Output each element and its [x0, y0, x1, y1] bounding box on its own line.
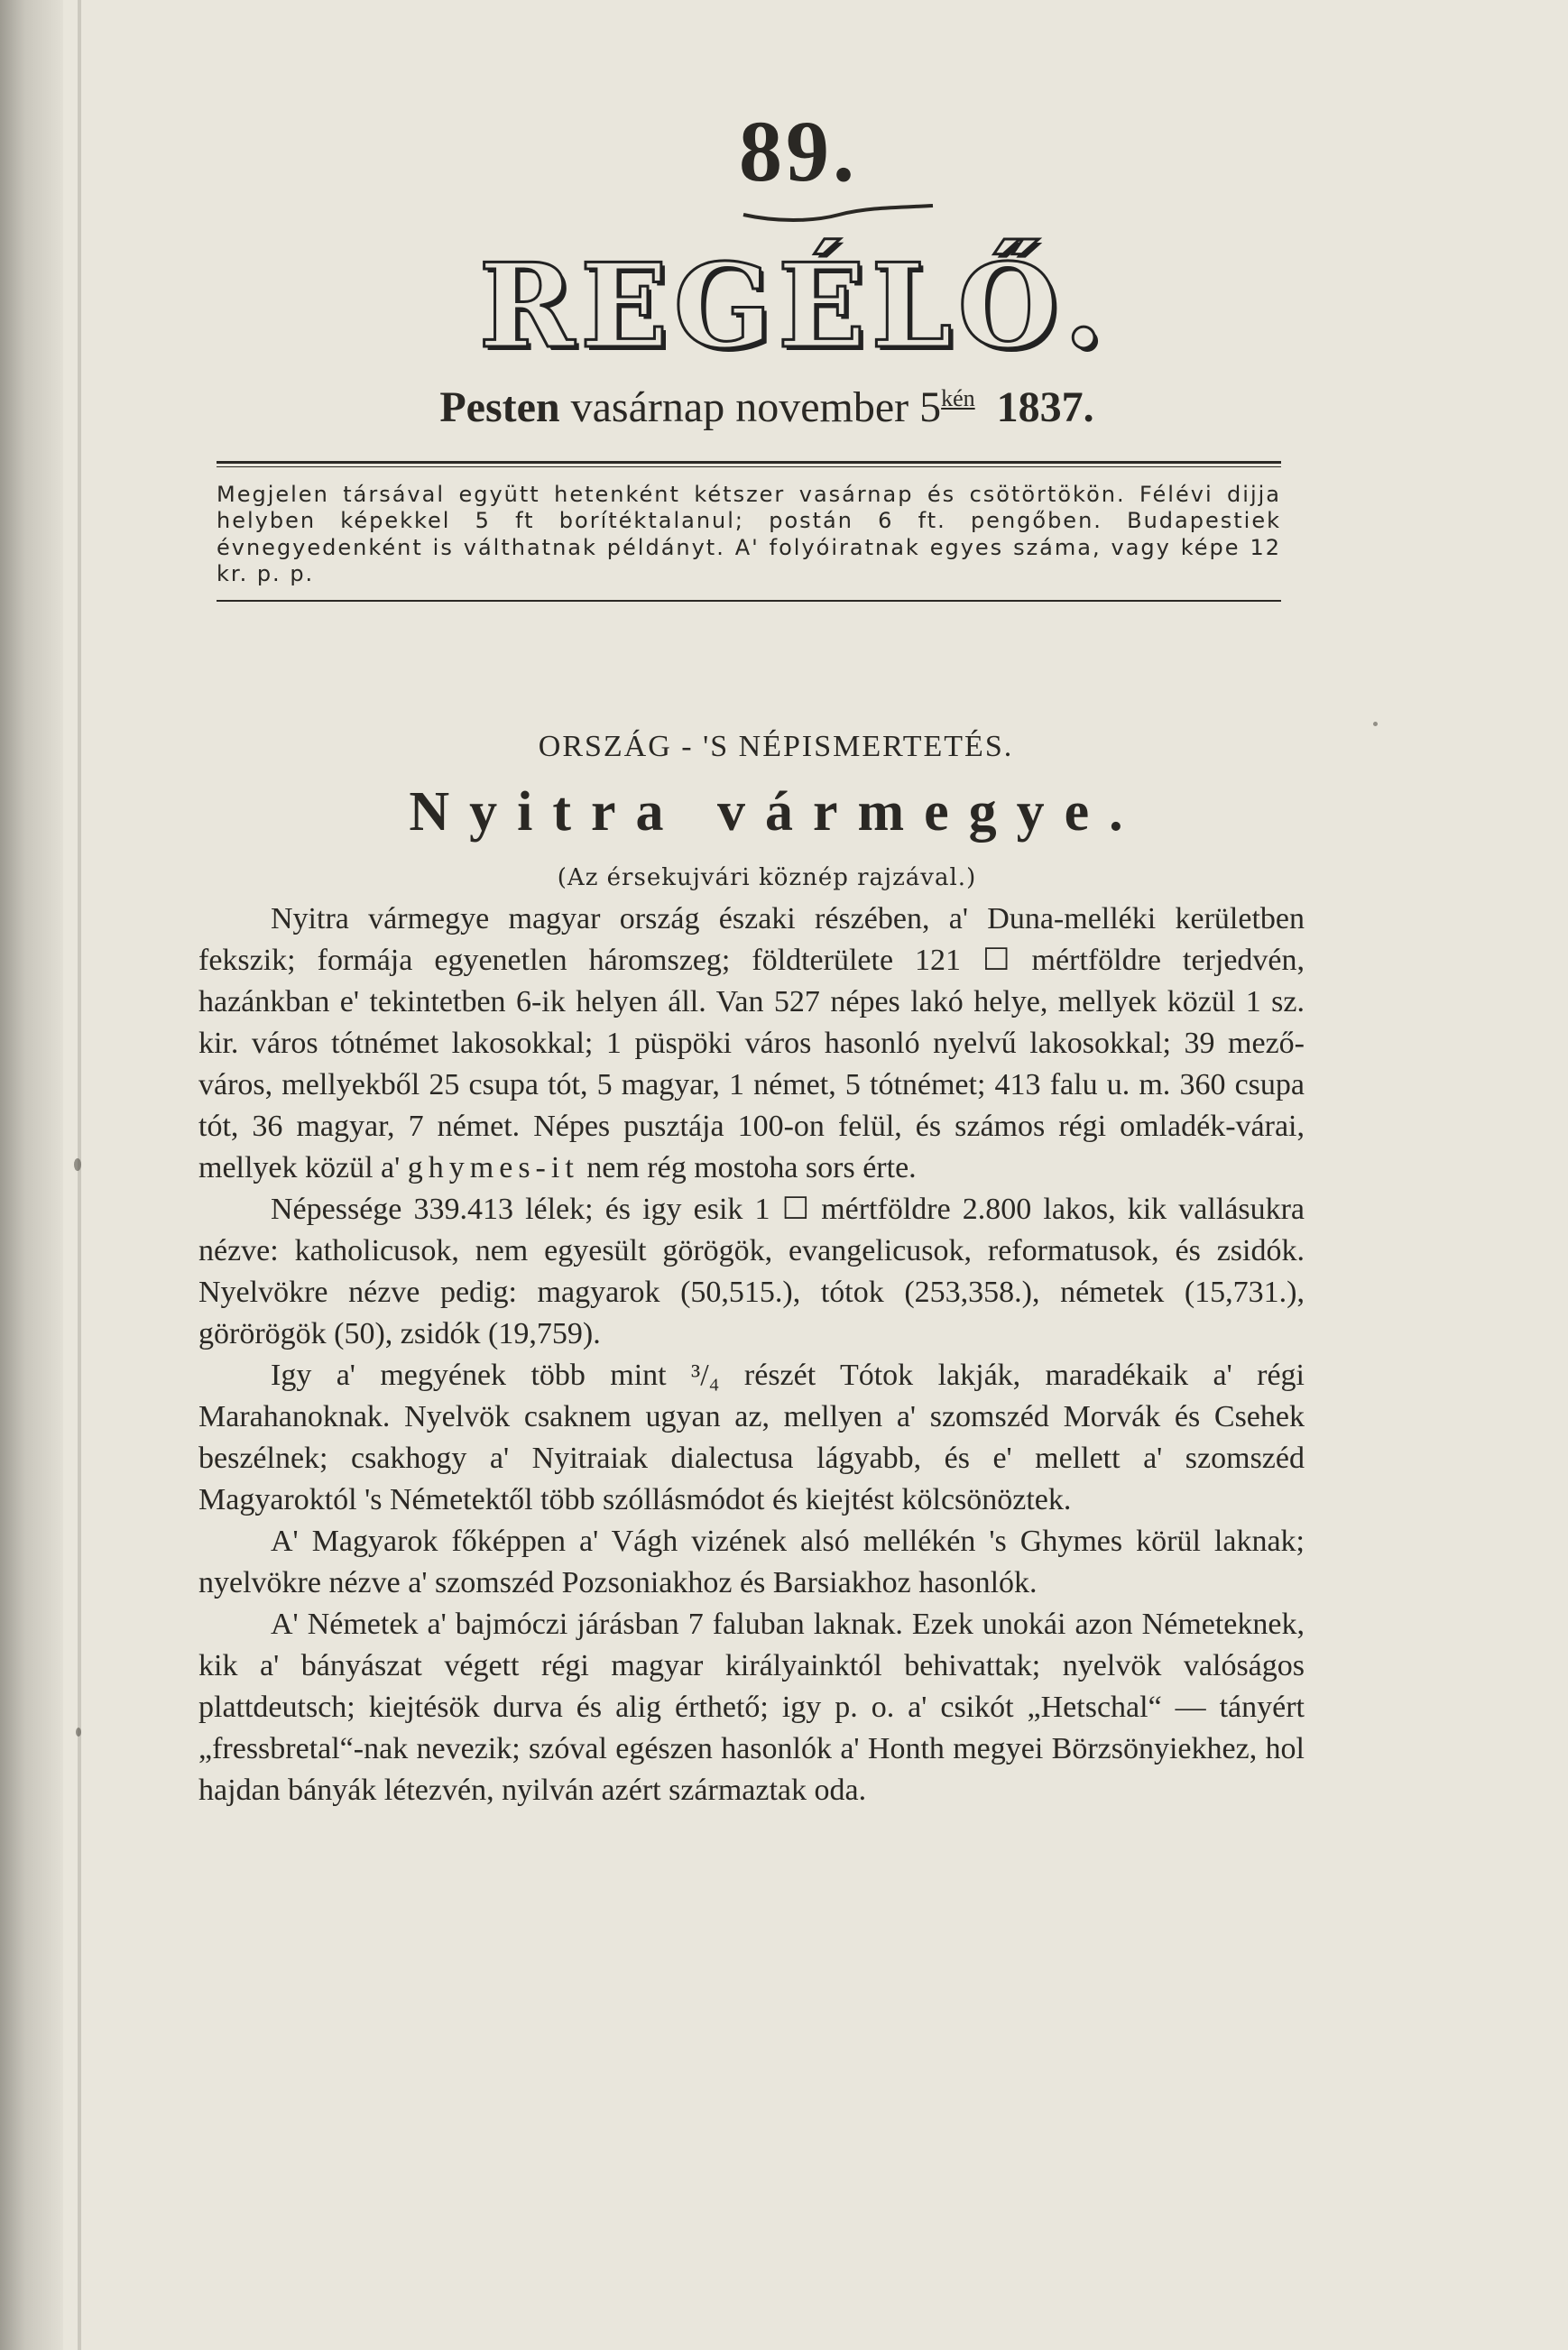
- paragraph-1: [198, 899, 1305, 1189]
- dateline-date: vasárnap november 5: [570, 383, 942, 431]
- paragraph-2: Népessége 339.413 lélek; és igy esik 1 ☐ mértföldre 2.800 lakos, kik vallásukra nézve: katholicusok, nem egyesült görögök, evangelicusok, reformatusok, és zsidók. Nyelvökre nézve pedig: magyarok (50,515.), tótok (253,358.), németek (15,731.), görörögök (50), zsidók (19,759).: [198, 1193, 1305, 1351]
- newspaper-page: [180, 103, 1317, 1811]
- place-name-emphasis: ghymes-it: [407, 1151, 579, 1185]
- paragraph-1-end: nem rég mostoha sors érte.: [586, 1151, 917, 1185]
- swash-ornament-icon: [740, 202, 938, 224]
- subscription-notice: Megjelen társával együtt hetenként kétszer vasárnap és csötörtökön. Félévi dijja helyben képekkel 5 ft borítéktalanul; postán 6 ft. pengőben. Budapestiek évnegyedenként is válthatnak példányt. A' folyóiratnak egyes száma, vagy képe 12 kr. p. p.: [217, 482, 1281, 586]
- print-speck: [1373, 722, 1378, 726]
- article-subtitle: (Az érsekujvári köznép rajzával.): [557, 864, 977, 892]
- article-body: [198, 899, 1305, 1811]
- paragraph-3: Igy a' megyének több mint ³/₄ részét Tótok lakják, maradékaik a' régi Marahanoknak. Nyelvök csaknem ugyan az, mellyen a' szomszéd Morvák és Csehek beszélnek; csakhogy a' Nyitraiak dialectusa lágyabb, és e' mellett a' szomszéd Magyaroktól 's Németektől több szóllásmódot és kiejtést kölcsönöztek.: [198, 1359, 1305, 1517]
- book-spine-shadow: [0, 0, 63, 2350]
- dateline-suffix: kén: [941, 385, 975, 411]
- issue-number: 89.: [739, 103, 858, 199]
- dateline: [217, 382, 1317, 432]
- dateline-city: Pesten: [439, 383, 560, 431]
- print-speck: [76, 1728, 81, 1737]
- paragraph-5: A' Németek a' bajmóczi járásban 7 faluban laknak. Ezek unokái azon Németeknek, kik a' bányászat végett régi magyar királyainktól behivattak; nyelvök valóságos plattdeutsch; kiejtésök durva és alig érthető; igy p. o. a' csikót „Hetschal“ — tányért „fressbretal“-nak nevezik; szóval egészen hasonlók a' Honth megyei Börzsönyiekhez, hol hajdan bányák létezvén, nyilván azért származtak oda.: [198, 1608, 1305, 1808]
- print-speck: [74, 1158, 81, 1171]
- section-heading: ORSZÁG - 'S NÉPISMERTETÉS.: [538, 730, 1014, 764]
- masthead-title: REGÉLŐ.: [478, 239, 1110, 374]
- article-title: Nyitra vármegye.: [409, 781, 1143, 843]
- header-rule: [217, 461, 1281, 467]
- paragraph-1-text: Nyitra vármegye magyar ország északi részében, a' Duna-melléki kerületben fekszik; formája egyenetlen háromszeg; földterülete 121 ☐ mértföldre terjedvén, hazánkban e' tekintetben 6-ik helyen áll. Van 527 népes lakó helye, mellyek közül 1 sz. kir. város tótnémet lakosokkal; 1 püspöki város hasonló nyelvű lakosokkal; 39 mező-város, mellyekből 25 csupa tót, 5 magyar, 1 német, 5 tótnémet; 413 falu u. m. 360 csupa tót, 36 magyar, 7 német. Népes pusztája 100-on felül, és számos régi omladék-várai, mellyek közül a': [198, 902, 1305, 1185]
- notice-rule: [217, 600, 1281, 602]
- dateline-year: 1837.: [996, 383, 1094, 431]
- paragraph-4: A' Magyarok főképpen a' Vágh vizének alsó mellékén 's Ghymes körül laknak; nyelvökre nézve a' szomszéd Pozsoniakhoz és Barsiakhoz hasonlók.: [198, 1525, 1305, 1600]
- page-fold: [78, 0, 81, 2350]
